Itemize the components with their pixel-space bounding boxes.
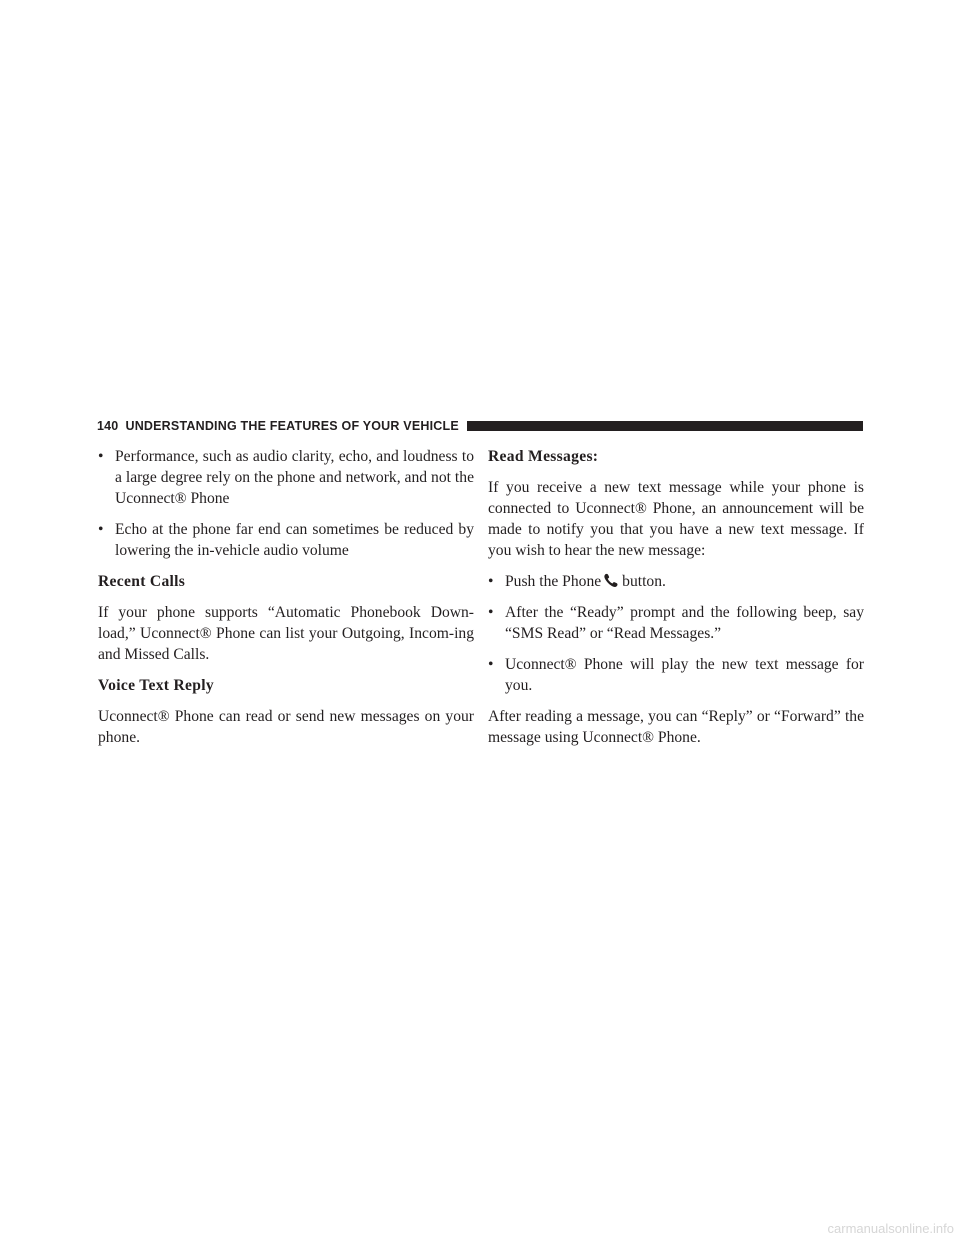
voice-text-reply-heading: Voice Text Reply: [98, 677, 214, 694]
right-column: [488, 446, 864, 758]
bullet-performance: [98, 446, 474, 509]
bullet-dot: •: [488, 604, 494, 621]
bullet-text: Echo at the phone far end can sometimes be reduced by lowering the in-vehicle audio volume: [115, 521, 474, 559]
header-rule: [467, 421, 863, 431]
bullet-dot: •: [488, 656, 494, 673]
bullet-push-suffix: button.: [622, 573, 666, 590]
read-messages-heading: Read Messages:: [488, 448, 599, 465]
page-number: 140: [97, 419, 119, 433]
bullet-dot: •: [98, 521, 104, 538]
bullet-ready-prompt: [488, 602, 864, 644]
watermark: carmanualsonline.info: [827, 1221, 954, 1236]
bullet-push-phone: [488, 571, 864, 592]
section-title: UNDERSTANDING THE FEATURES OF YOUR VEHICLE: [125, 419, 459, 433]
page-header: [97, 419, 863, 433]
bullet-text: Performance, such as audio clarity, echo, and loudness to a large degree rely on the phone and network, and not the Uconnect® Phone: [115, 448, 474, 507]
read-messages-intro: If you receive a new text message while your phone is connected to Uconnect® Phone, an announcement will be made to notify you that you have a new text message. If you wish to hear the new message:: [488, 479, 864, 559]
bullet-text: After the “Ready” prompt and the following beep, say “SMS Read” or “Read Messages.”: [505, 604, 864, 642]
after-reading-text: After reading a message, you can “Reply” or “Forward” the message using Uconnect® Phone.: [488, 708, 864, 746]
bullet-play-message: [488, 654, 864, 696]
bullet-dot: •: [488, 573, 494, 590]
voice-text-reply-text: Uconnect® Phone can read or send new messages on your phone.: [98, 708, 474, 746]
recent-calls-heading: Recent Calls: [98, 573, 186, 590]
bullet-echo: [98, 519, 474, 561]
left-column: [98, 446, 474, 758]
recent-calls-text: If your phone supports “Automatic Phonebook Down-load,” Uconnect® Phone can list your Outgoing, Incom-ing and Missed Calls.: [98, 604, 474, 663]
phone-handset-icon: [604, 573, 620, 587]
bullet-text: Uconnect® Phone will play the new text message for you.: [505, 656, 864, 694]
bullet-push-prefix: Push the Phone: [505, 573, 602, 590]
bullet-dot: •: [98, 448, 104, 465]
